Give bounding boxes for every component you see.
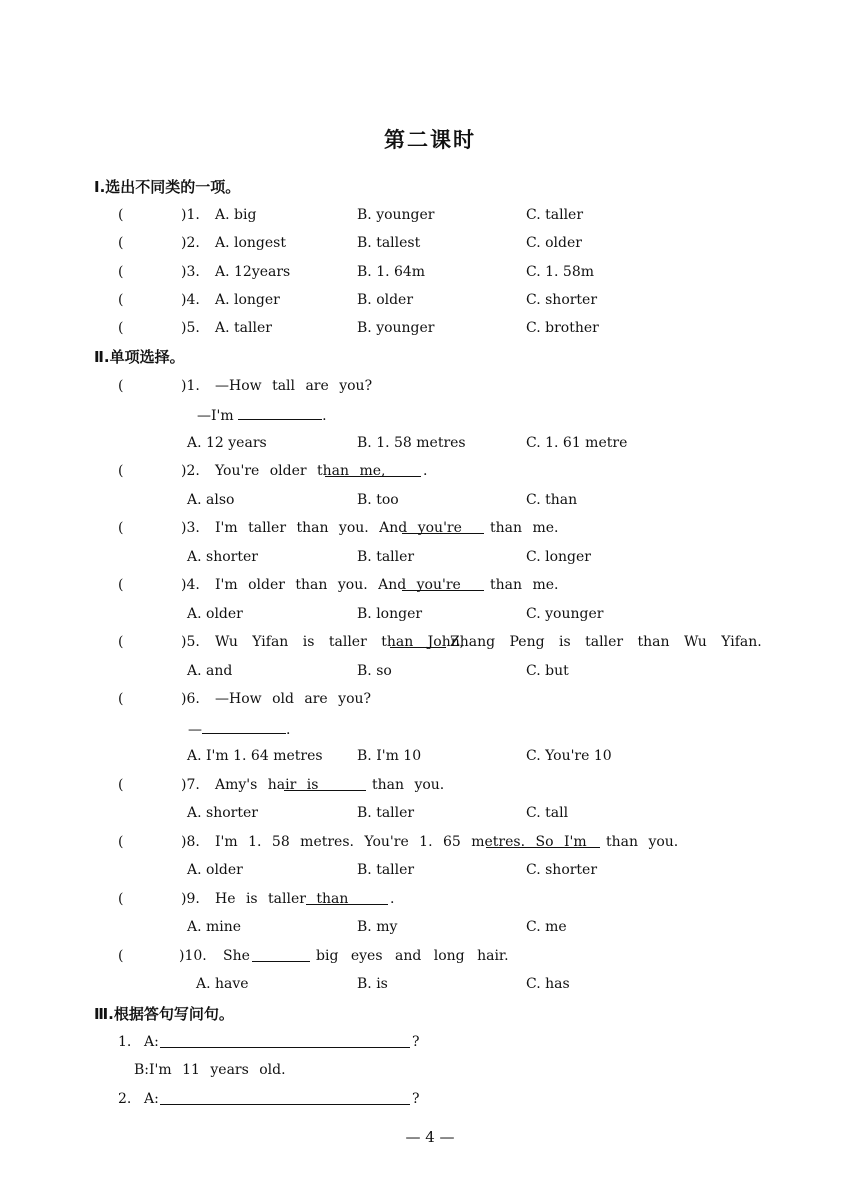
question-text-end: than you. [372, 777, 445, 793]
question-text: He is taller than [215, 891, 349, 907]
s1-question-4 [0, 290, 860, 310]
option-a: A. taller [215, 320, 272, 336]
s2-question-6-continuation [0, 718, 860, 738]
option-b: B. is [357, 976, 388, 992]
option-a: A. older [187, 606, 243, 622]
continuation-prefix: — [188, 722, 202, 738]
speaker-a-label: A: [144, 1034, 159, 1050]
s2-question-1-options [0, 433, 860, 453]
answer-paren[interactable]: ( [118, 320, 124, 336]
question-text: Amy's hair is [215, 777, 319, 793]
s2-question-1 [0, 376, 860, 396]
answer-paren[interactable]: ( [118, 691, 124, 707]
question-text-end: big eyes and long hair. [316, 948, 509, 964]
option-c: C. longer [526, 549, 591, 565]
question-number: )8. [181, 834, 200, 850]
answer-paren[interactable]: ( [118, 948, 124, 964]
s2-question-8-options [0, 860, 860, 880]
s1-question-3 [0, 262, 860, 282]
option-a: A. have [196, 976, 249, 992]
option-b: B. taller [357, 862, 415, 878]
option-a: A. I'm 1. 64 metres [187, 748, 323, 764]
question-text: I'm taller than you. And you're [215, 520, 462, 536]
continuation-suffix: . [286, 722, 291, 738]
question-text-end: than you. [606, 834, 679, 850]
option-c: C. 1. 61 metre [526, 435, 628, 451]
question-text: She [223, 948, 250, 964]
answer-paren[interactable]: ( [118, 292, 124, 308]
s2-question-5-options [0, 661, 860, 681]
option-c: C. 1. 58m [526, 264, 595, 280]
s2-question-4 [0, 575, 860, 595]
section-2-heading: Ⅱ.单项选择。 [94, 348, 185, 366]
question-text: I'm 1. 58 metres. You're 1. 65 metres. So I'm [215, 834, 587, 850]
s2-question-6-options [0, 746, 860, 766]
s2-question-9 [0, 889, 860, 909]
question-text: —How tall are you? [215, 378, 373, 394]
section-3-heading: Ⅲ.根据答句写问句。 [94, 1005, 234, 1023]
question-number: )1. [181, 207, 200, 223]
option-c: C. me [526, 919, 567, 935]
question-number: )6. [181, 691, 200, 707]
s2-question-6 [0, 689, 860, 709]
s2-question-1-continuation [0, 404, 860, 424]
option-b: B. taller [357, 549, 415, 565]
speaker-b-answer: B:I'm 11 years old. [134, 1062, 286, 1078]
option-c: C. but [526, 663, 569, 679]
s2-question-7 [0, 775, 860, 795]
option-a: A. older [187, 862, 243, 878]
option-a: A. longest [215, 235, 286, 251]
item-number: 1. [118, 1034, 132, 1050]
s2-question-8 [0, 832, 860, 852]
option-b: B. 1. 58 metres [357, 435, 466, 451]
option-b: B. longer [357, 606, 423, 622]
answer-blank[interactable] [284, 775, 366, 791]
question-number: )2. [181, 235, 200, 251]
option-a: A. big [215, 207, 257, 223]
question-number: )4. [181, 292, 200, 308]
option-b: B. younger [357, 320, 435, 336]
question-text-end: Zhang Peng is taller than Wu Yifan. [450, 634, 762, 650]
s1-question-1 [0, 205, 860, 225]
s1-question-5 [0, 318, 860, 338]
question-text: Wu Yifan is taller than John, [215, 634, 465, 650]
option-a: A. mine [187, 919, 242, 935]
continuation-suffix: . [322, 408, 327, 424]
answer-paren[interactable]: ( [118, 577, 124, 593]
s3-item-1-answer [0, 1060, 860, 1080]
s2-question-4-options [0, 604, 860, 624]
answer-paren[interactable]: ( [118, 634, 124, 650]
option-c: C. You're 10 [526, 748, 612, 764]
option-b: B. too [357, 492, 399, 508]
question-number: )10. [179, 948, 207, 964]
option-c: C. brother [526, 320, 599, 336]
s2-question-10-options [0, 974, 860, 994]
s2-question-2-options [0, 490, 860, 510]
option-a: A. longer [215, 292, 280, 308]
s2-question-3 [0, 518, 860, 538]
option-a: A. 12 years [187, 435, 267, 451]
option-a: A. also [187, 492, 235, 508]
option-c: C. has [526, 976, 570, 992]
answer-paren[interactable]: ( [118, 891, 124, 907]
question-text: You're older than me, [215, 463, 386, 479]
option-b: B. taller [357, 805, 415, 821]
question-number: )2. [181, 463, 200, 479]
s2-question-9-options [0, 917, 860, 937]
option-b: B. so [357, 663, 392, 679]
s3-item-2 [0, 1089, 860, 1109]
answer-blank[interactable] [486, 832, 600, 848]
question-blank[interactable] [160, 1032, 410, 1048]
option-b: B. I'm 10 [357, 748, 422, 764]
answer-paren[interactable]: ( [118, 207, 124, 223]
option-a: A. shorter [187, 805, 258, 821]
question-blank[interactable] [160, 1089, 410, 1105]
s2-question-3-options [0, 547, 860, 567]
question-mark: ? [412, 1091, 420, 1107]
s2-question-2 [0, 461, 860, 481]
question-text-end: than me. [490, 577, 559, 593]
question-number: )7. [181, 777, 200, 793]
answer-blank[interactable] [390, 632, 446, 648]
option-c: C. older [526, 235, 582, 251]
option-a: A. and [187, 663, 233, 679]
question-text-end: . [390, 891, 395, 907]
page-number: — 4 — [405, 1128, 455, 1146]
option-c: C. than [526, 492, 578, 508]
option-c: C. taller [526, 207, 584, 223]
question-mark: ? [412, 1034, 420, 1050]
option-c: C. shorter [526, 292, 598, 308]
section-1-heading: Ⅰ.选出不同类的一项。 [94, 178, 241, 196]
answer-paren[interactable]: ( [118, 378, 124, 394]
question-number: )3. [181, 520, 200, 536]
answer-paren[interactable]: ( [118, 834, 124, 850]
option-b: B. 1. 64m [357, 264, 426, 280]
answer-paren[interactable]: ( [118, 463, 124, 479]
option-b: B. tallest [357, 235, 421, 251]
option-c: C. shorter [526, 862, 598, 878]
question-number: )4. [181, 577, 200, 593]
question-text-end: . [423, 463, 428, 479]
answer-blank[interactable] [325, 461, 421, 477]
item-number: 2. [118, 1091, 132, 1107]
option-a: A. 12years [215, 264, 291, 280]
answer-blank[interactable] [402, 575, 484, 591]
answer-blank[interactable] [402, 518, 484, 534]
continuation-prefix: —I'm [197, 408, 239, 424]
question-number: )5. [181, 320, 200, 336]
answer-paren[interactable]: ( [118, 777, 124, 793]
page-title: 第二课时 [384, 128, 476, 152]
option-a: A. shorter [187, 549, 258, 565]
question-number: )5. [181, 634, 200, 650]
s3-item-1 [0, 1032, 860, 1052]
answer-blank[interactable] [306, 889, 388, 905]
answer-blank[interactable] [202, 718, 286, 734]
s2-question-10 [0, 946, 860, 966]
s2-question-5 [0, 632, 860, 652]
question-text-end: than me. [490, 520, 559, 536]
speaker-a-label: A: [144, 1091, 159, 1107]
question-text: —How old are you? [215, 691, 372, 707]
option-b: B. older [357, 292, 414, 308]
s2-question-7-options [0, 803, 860, 823]
answer-blank[interactable] [252, 946, 310, 962]
answer-paren[interactable]: ( [118, 520, 124, 536]
answer-paren[interactable]: ( [118, 235, 124, 251]
question-number: )9. [181, 891, 200, 907]
option-b: B. younger [357, 207, 435, 223]
s1-question-2 [0, 233, 860, 253]
option-b: B. my [357, 919, 398, 935]
answer-blank[interactable] [238, 404, 322, 420]
question-text: I'm older than you. And you're [215, 577, 461, 593]
question-number: )1. [181, 378, 200, 394]
option-c: C. tall [526, 805, 569, 821]
answer-paren[interactable]: ( [118, 264, 124, 280]
option-c: C. younger [526, 606, 604, 622]
question-number: )3. [181, 264, 200, 280]
